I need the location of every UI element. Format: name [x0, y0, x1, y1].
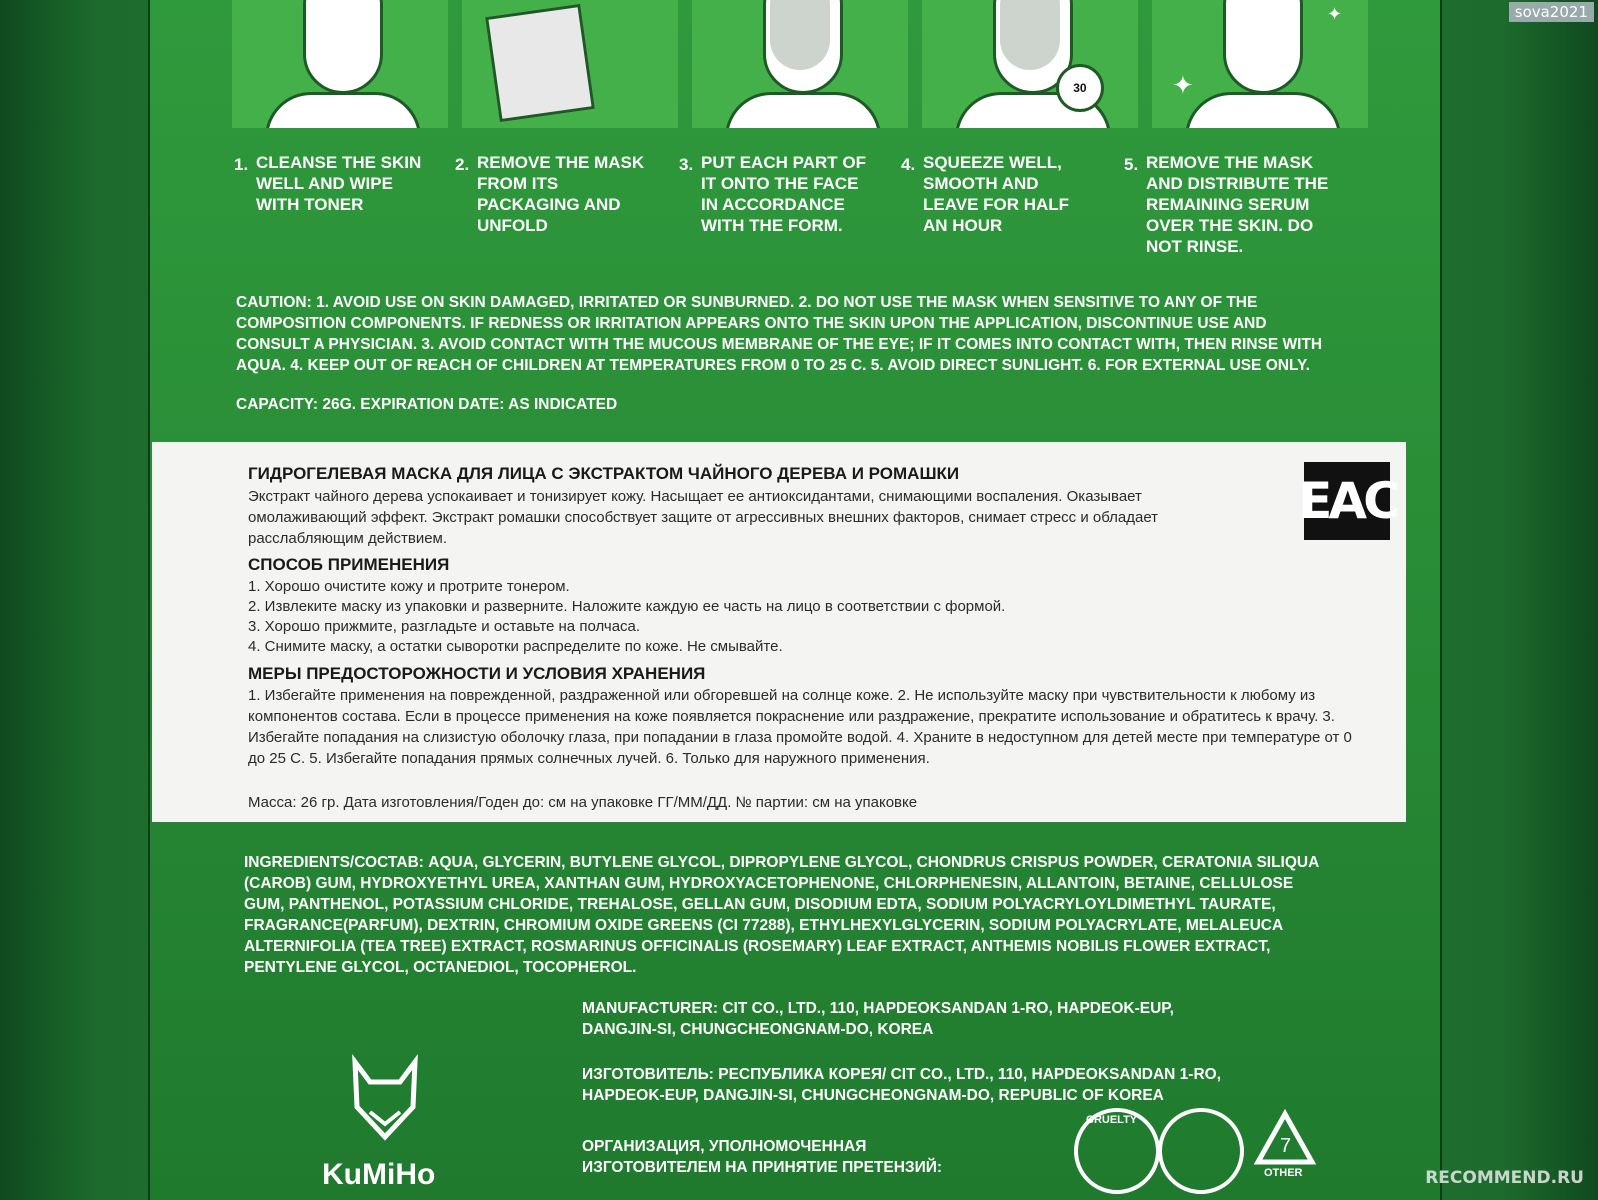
recycle-number: 7 — [1280, 1135, 1292, 1157]
mass-text: Масса: 26 гр. Дата изготовления/Годен до: см на упаковке ГГ/ММ/ДД. № партии: см на упаковке — [248, 794, 918, 811]
eac-logo: EAC — [1304, 462, 1390, 540]
open-jar-icon — [1158, 1108, 1244, 1194]
precautions-heading: МЕРЫ ПРЕДОСТОРОЖНОСТИ И УСЛОВИЯ ХРАНЕНИЯ — [248, 664, 706, 683]
usage-item: 2. Извлеките маску из упаковки и разверните. Наложите каждую ее часть на лицо в соответствии с формой. — [248, 598, 1006, 615]
russian-label — [152, 442, 1406, 822]
package-background: 30 ✦ ✦ 1. CLEANSE THE SKIN WELL AND WIPE WITH TONER 2. REMOVE THE MASK FROM ITS PACKAGING AND UNFOLD 3. PUT EACH PART OF IT ONTO THE FACE IN ACCORDANCE WITH THE FORM. 4. SQUEEZE WELL, SMOOTH AND LEAVE FOR HALF AN HOUR 5. REMOVE THE MASK AND DISTRIBUTE THE REMAINING SERUM OVER THE SKIN. DO NOT RINSE. CAUTION: 1. AVOID USE ON SKIN DAMAGED, IRRITATED OR SUNBURNED. 2. DO NOT USE THE MASK WHEN SENSITIVE TO ANY OF THE COMPOSITION COMPONENTS. IF REDNESS OR IRRITATION APPEARS ONTO THE SKIN UPON THE APPLICATION, DISCONTINUE USE AND CONSULT A PHYSICIAN. 3. AVOID CONTACT WITH THE MUCOUS MEMBRANE OF THE EYE; IF IT COMES INTO CONTACT WITH, THEN RINSE WITH AQUA. 4. KEEP OUT OF REACH OF CHILDREN AT TEMPERATURES FROM 0 TO 25 C. 5. AVOID DIRECT SUNLIGHT. 6. FOR EXTERNAL USE ONLY. CAPACITY: 26G. EXPIRATION DATE: AS INDICATED ГИДРОГЕЛЕВАЯ МАСКА ДЛЯ ЛИЦА С ЭКСТРАКТОМ ЧАЙНОГО ДЕРЕВА И РОМАШКИ Экстракт чайного дерева успокаивает и тонизирует кожу. Насыщает ее антиоксидантами, снимающими воспаления. Оказывает омолаживающий эффект. Экстракт ромашки способствует защите от агрессивных внешних факторов, снимает стресс и обладает расслабляющим действием. EAC СПОСОБ ПРИМЕНЕНИЯ 1. Хорошо очистите кожу и протрите тонером. 2. Извлеките маску из упаковки и разверните. Наложите каждую ее часть на лицо в соответствии с формой. 3. Хорошо прижмите, разгладьте и оставьте на полчаса. 4. Снимите маску, а остатки сыворотки распределите по коже. Не смывайте. МЕРЫ ПРЕДОСТОРОЖНОСТИ И УСЛОВИЯ ХРАНЕНИЯ 1. Избегайте применения на поврежденной, раздраженной или обгоревшей на солнце коже. 2. Не используйте маску при чувствительности к любому из компонентов состава. Если в процессе применения на коже появляется покраснение или раздражение, прекратите использование и обратитесь к врачу. 3. Избегайте попадания на слизистую оболочку глаза, при попадании в глаза промойте водой. 4. Храните в недоступном для детей месте при температуре от 0 до 25 С. 5. Избегайте попадания прямых солнечных лучей. 6. Только для наружного применения. Масса: 26 гр. Дата изготовления/Годен до: см на упаковке ГГ/ММ/ДД. № партии: см на упаковке INGREDIENTS/СОСТАВ: AQUA, GLYCERIN, BUTYLENE GLYCOL, DIPROPYLENE GLYCOL, CHONDRUS CRISPUS POWDER, CERATONIA SILIQUA (CAROB) GUM, HYDROXYETHYL UREA, XANTHAN GUM, HYDROXYACETOPHENONE, CHLORPHENESIN, ALLANTOIN, BETAINE, CELLULOSE GUM, PANTHENOL, POTASSIUM CHLORIDE, TREHALOSE, GELLAN GUM, DISODIUM EDTA, SODIUM POLYACRYLOYLDIMETHYL TAURATE, FRAGRANCE(PARFUM), DEXTRIN, CHROMIUM OXIDE GREENS (CI 77288), ETHYLHEXYLGLYCERIN, SODIUM POLYACRYLATE, MELALEUCA ALTERNIFOLIA (TEA TREE) EXTRACT, ROSMARINUS OFFICINALIS (ROSEMARY) LEAF EXTRACT, ANTHEMIS NOBILIS FLOWER EXTRACT, PENTYLENE GLYCOL, OCTANEDIOL, TOCOPHEROL. MANUFACTURER: CIT CO., LTD., 110, HAPDEOKSANDAN 1-RO, HAPDEOK-EUP, DANGJIN-SI, CHUNGCHEONGNAM-DO, KOREA ИЗГОТОВИТЕЛЬ: РЕСПУБЛИКА КОРЕЯ/ CIT CO., LTD., 110, HAPDEOKSANDAN 1-RO, HAPDEOK-EUP, DANGJIN-SI, CHUNGCHEONGNAM-DO, REPUBLIC OF KOREA ОРГАНИЗАЦИЯ, УПОЛНОМОЧЕННАЯ ИЗГОТОВИТЕЛЕМ НА ПРИНЯТИЕ ПРЕТЕНЗИЙ: KuMiHo CRUELTY 7 OTHER sova2021 RECOMMEND.RU — [0, 0, 1598, 1200]
authorized-organization: ОРГАНИЗАЦИЯ, УПОЛНОМОЧЕННАЯ ИЗГОТОВИТЕЛЕМ НА ПРИНЯТИЕ ПРЕТЕНЗИЙ: — [582, 1138, 943, 1176]
step-4-illustration — [922, 0, 1138, 128]
brand-logo: KuMiHo — [322, 1158, 436, 1191]
sparkle-icon: ✦ — [1327, 4, 1343, 24]
recycle-label: OTHER — [1264, 1167, 1303, 1178]
site-watermark: RECOMMEND.RU — [1425, 1168, 1584, 1188]
precautions-text: 1. Избегайте применения на поврежденной, раздраженной или обгоревшей на солнце коже. 2. Не используйте маску при чувствительности к любому из компонентов состава. Если в процессе применения на коже появляется покраснение или раздражение, прекратите использование и обратитесь к врачу. 3. Избегайте попадания на слизистую оболочку глаза, при попадании в глаза промойте водой. 4. Храните в недоступном для детей месте при температуре от 0 до 25 С. 5. Избегайте попадания прямых солнечных лучей. 6. Только для наружного применения. — [248, 687, 1352, 767]
capacity-text: CAPACITY: 26G. EXPIRATION DATE: AS INDICATED — [236, 396, 618, 413]
usage-item: 1. Хорошо очистите кожу и протрите тонером. — [248, 578, 570, 595]
usage-item: 3. Хорошо прижмите, разгладьте и оставьте на полчаса. — [248, 618, 641, 635]
manufacturer-ru: ИЗГОТОВИТЕЛЬ: РЕСПУБЛИКА КОРЕЯ/ CIT CO., LTD., 110, HAPDEOKSANDAN 1-RO, HAPDEOK-EUP, DANGJIN-SI, CHUNGCHEONGNAM-DO, REPUBLIC OF KOREA — [582, 1066, 1222, 1104]
step-5-illustration — [1152, 0, 1368, 128]
sparkle-icon: ✦ — [1172, 70, 1194, 100]
mask-packet-icon — [485, 4, 595, 122]
step-2-illustration — [462, 0, 678, 128]
step-3-illustration — [692, 0, 908, 128]
caution-text: CAUTION: 1. AVOID USE ON SKIN DAMAGED, IRRITATED OR SUNBURNED. 2. DO NOT USE THE MASK WHEN SENSITIVE TO ANY OF THE COMPOSITION COMPONENTS. IF REDNESS OR IRRITATION APPEARS ONTO THE SKIN UPON THE APPLICATION, DISCONTINUE USE AND CONSULT A PHYSICIAN. 3. AVOID CONTACT WITH THE MUCOUS MEMBRANE OF THE EYE; IF IT COMES INTO CONTACT WITH, THEN RINSE WITH AQUA. 4. KEEP OUT OF REACH OF CHILDREN AT TEMPERATURES FROM 0 TO 25 C. 5. AVOID DIRECT SUNLIGHT. 6. FOR EXTERNAL USE ONLY. — [236, 294, 1323, 374]
label-title: ГИДРОГЕЛЕВАЯ МАСКА ДЛЯ ЛИЦА С ЭКСТРАКТОМ ЧАЙНОГО ДЕРЕВА И РОМАШКИ — [248, 464, 960, 483]
step-illustrations — [232, 0, 1368, 128]
usage-heading: СПОСОБ ПРИМЕНЕНИЯ — [248, 555, 450, 574]
manufacturer-en: MANUFACTURER: CIT CO., LTD., 110, HAPDEOKSANDAN 1-RO, HAPDEOK-EUP, DANGJIN-SI, CHUNGCHEONGNAM-DO, KOREA — [582, 1000, 1174, 1038]
ingredients-text: INGREDIENTS/СОСТАВ: AQUA, GLYCERIN, BUTYLENE GLYCOL, DIPROPYLENE GLYCOL, CHONDRUS CRISPUS POWDER, CERATONIA SILIQUA (CAROB) GUM, HYDROXYETHYL UREA, XANTHAN GUM, HYDROXYACETOPHENONE, CHLORPHENESIN, ALLANTOIN, BETAINE, CELLULOSE GUM, PANTHENOL, POTASSIUM CHLORIDE, TREHALOSE, GELLAN GUM, DISODIUM EDTA, SODIUM POLYACRYLOYLDIMETHYL TAURATE, FRAGRANCE(PARFUM), DEXTRIN, CHROMIUM OXIDE GREENS (CI 77288), ETHYLHEXYLGLYCERIN, SODIUM POLYACRYLATE, MELALEUCA ALTERNIFOLIA (TEA TREE) EXTRACT, ROSMARINUS OFFICINALIS (ROSEMARY) LEAF EXTRACT, ANTHEMIS NOBILIS FLOWER EXTRACT, PENTYLENE GLYCOL, OCTANEDIOL, TOCOPHEROL. — [244, 854, 1319, 976]
step-1-illustration — [232, 0, 448, 128]
usage-item: 4. Снимите маску, а остатки сыворотки распределите по коже. Не смывайте. — [248, 638, 783, 655]
user-watermark: sova2021 — [1509, 2, 1594, 22]
recycle-icon — [1250, 1108, 1320, 1178]
timer-icon: 30 — [1056, 64, 1104, 112]
cruelty-free-icon: CRUELTY — [1074, 1108, 1160, 1194]
fox-logo-icon — [345, 1052, 425, 1152]
label-description: Экстракт чайного дерева успокаивает и тонизирует кожу. Насыщает ее антиоксидантами, снимающими воспаления. Оказывает омолаживающий эффект. Экстракт ромашки способствует защите от агрессивных внешних факторов, снимает стресс и обладает расслабляющим действием. — [248, 488, 1159, 547]
